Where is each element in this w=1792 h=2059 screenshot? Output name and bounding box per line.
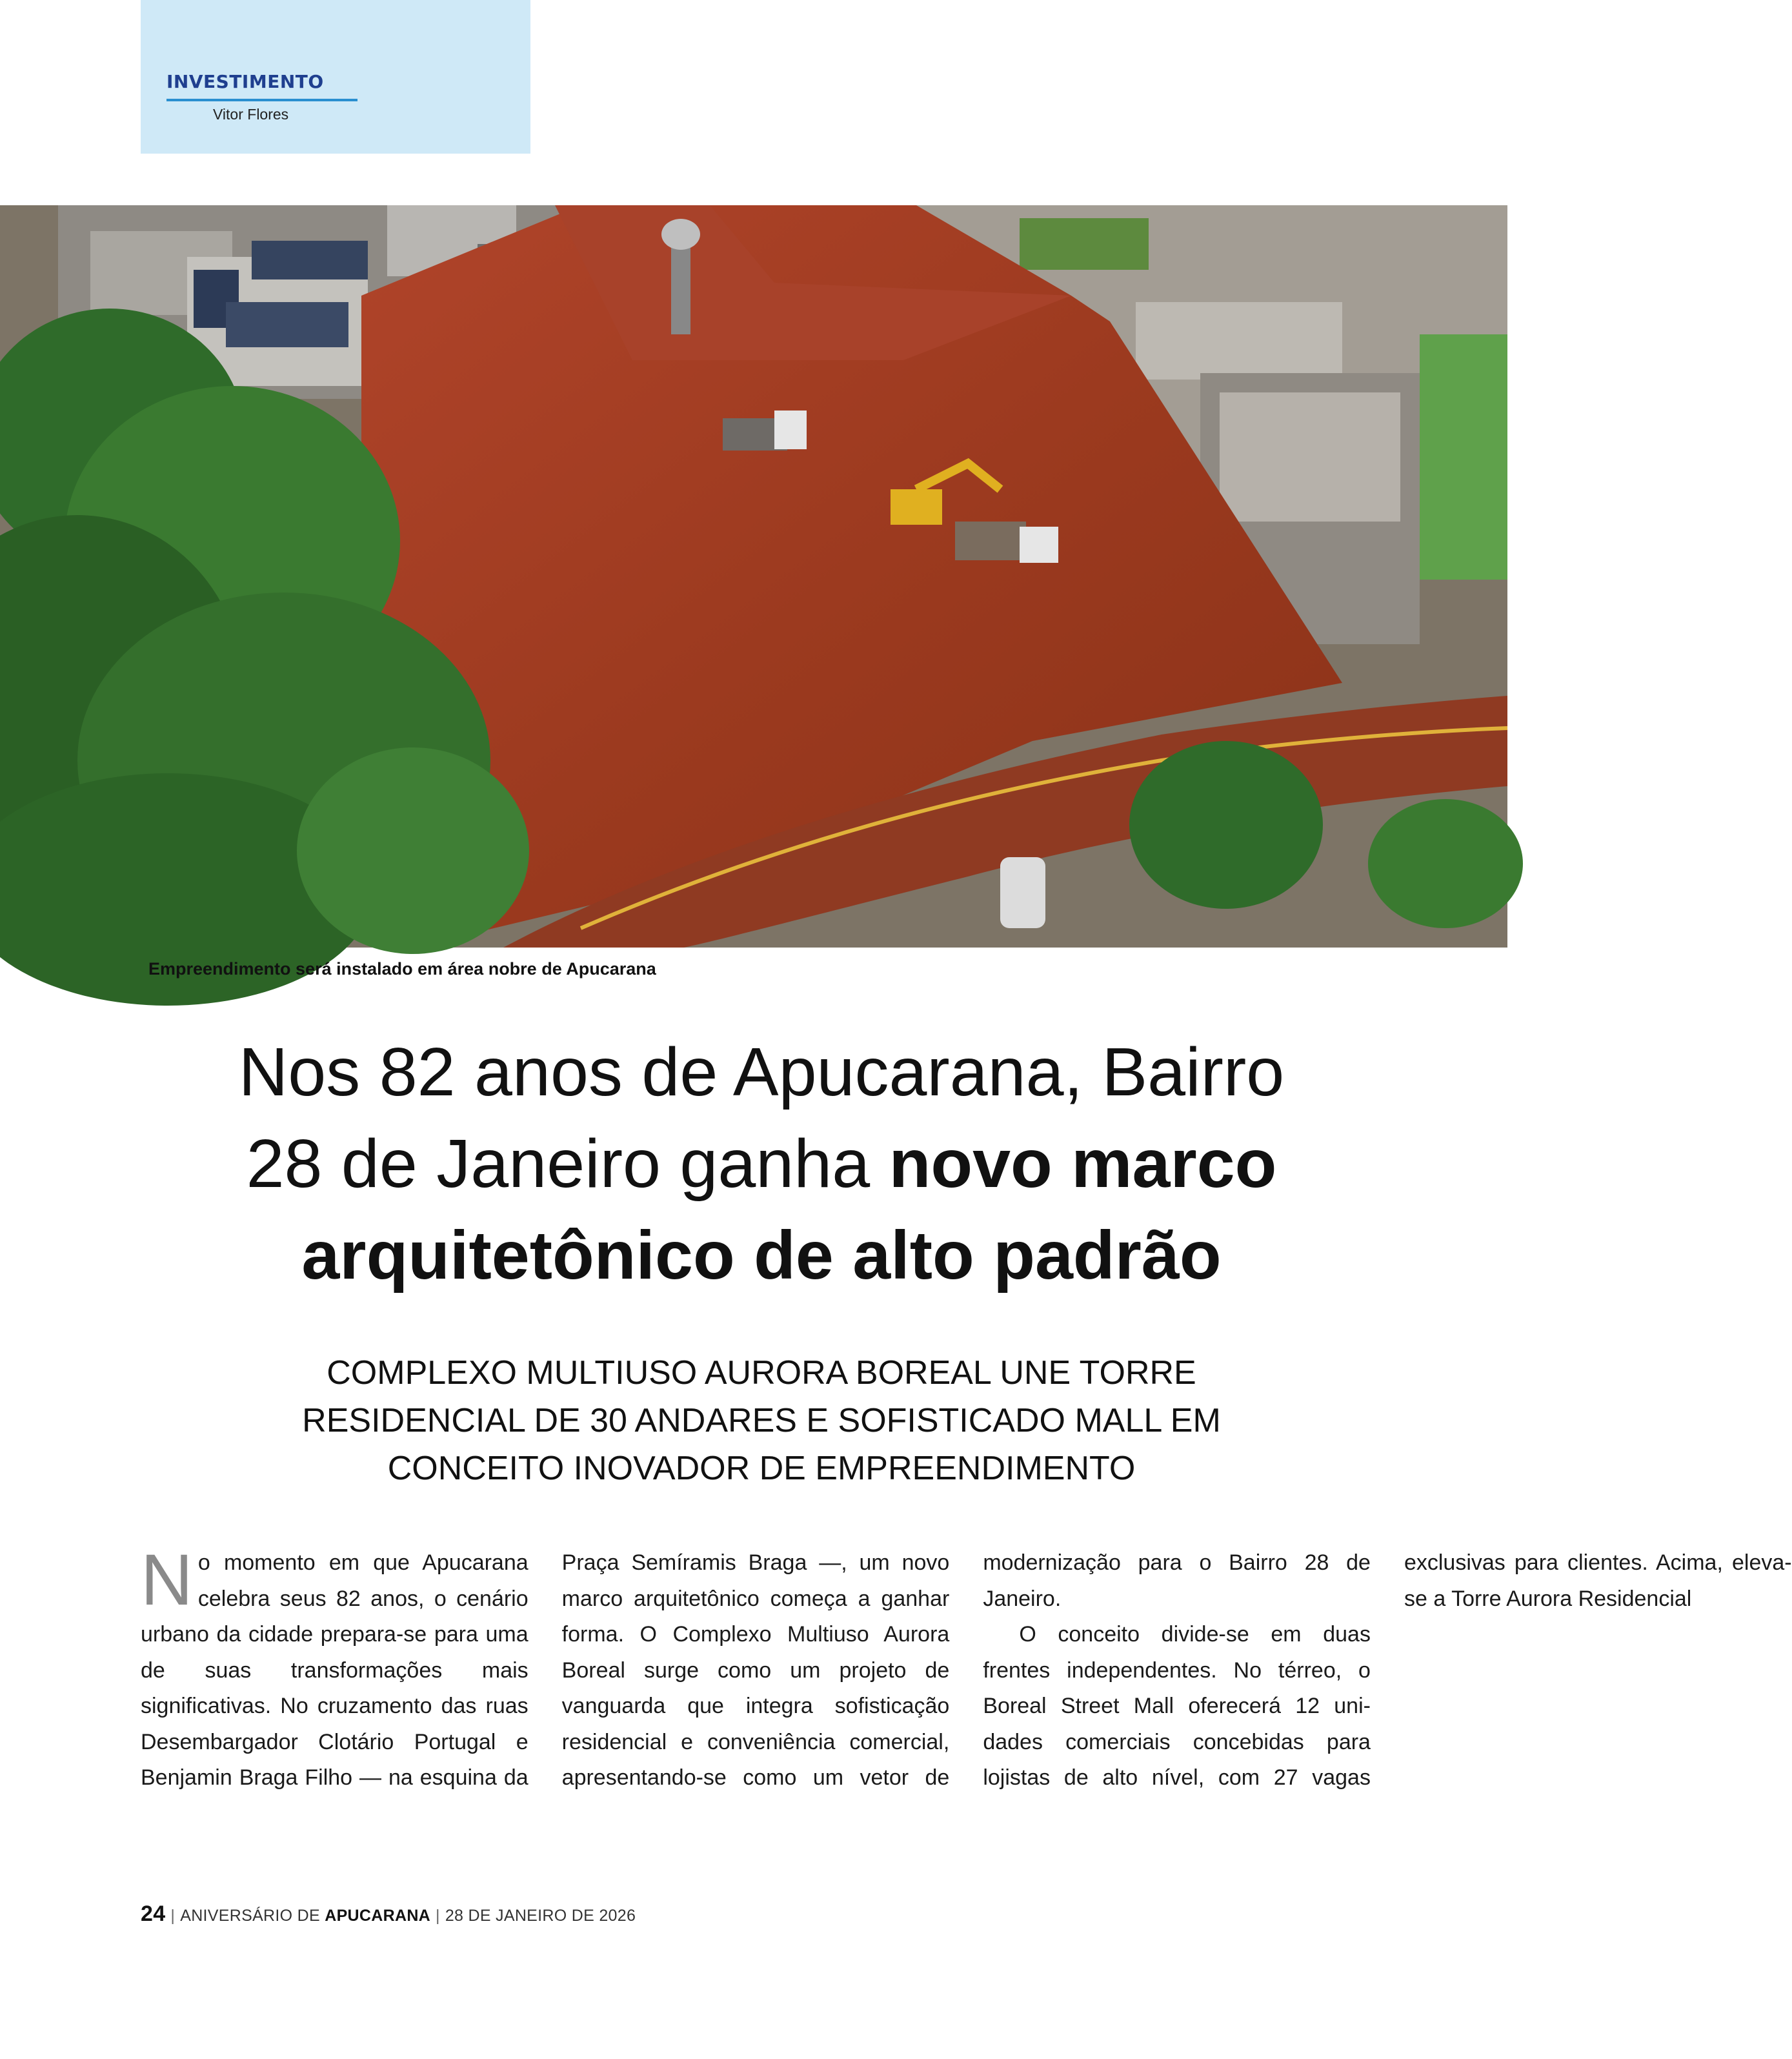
body-paragraph-1-text: o momento em que Apucarana celebra seus 82 anos, o cenário urbano da cidade prepara-se para uma de suas transformações mais significativas. No cruzamento das ruas Desembargador Clotário Portugal e Benjamin Braga Filho — na esquina da Praça Semíramis Braga —, um novo marco arquitetônico começa a ganhar forma. O Complexo Multiuso Aurora Boreal surge como um projeto de vanguarda que integra sofisticação residencial e conveniência comercial, apresentando-se como um vetor de modernização para o Bairro 28 de Janeiro. <box>141 1550 1371 1790</box>
footer-separator-2: | <box>436 1907 440 1925</box>
page-number: 24 <box>141 1902 166 1926</box>
footer-separator: | <box>170 1907 176 1925</box>
aerial-photo-illustration <box>0 205 1507 948</box>
headline-line-2-regular: 28 de Janeiro ganha <box>246 1126 889 1202</box>
article-body <box>141 1539 1792 1829</box>
section-tag-rule <box>166 99 357 101</box>
subtitle <box>168 1349 1355 1492</box>
headline-line-1: Nos 82 anos de Apucarana, Bairro <box>238 1034 1285 1110</box>
section-tag: INVESTIMENTO <box>166 71 324 92</box>
headline-line-2-bold: novo marco <box>889 1126 1277 1202</box>
drop-cap: N <box>141 1539 193 1620</box>
headline <box>116 1026 1407 1301</box>
headline-line-3-bold: arquitetônico de alto padrão <box>301 1217 1222 1293</box>
aerial-photo <box>0 205 1507 948</box>
publication-prefix: ANIVERSÁRIO DE <box>180 1907 325 1925</box>
author-name: Vitor Flores <box>213 106 289 123</box>
publication-date: 28 DE JANEIRO DE 2026 <box>445 1907 636 1925</box>
publication-city: APUCARANA <box>325 1907 431 1925</box>
subtitle-line-1: COMPLEXO MULTIUSO AURORA BOREAL UNE TORRE <box>327 1354 1196 1392</box>
page-footer <box>141 1902 636 1927</box>
body-paragraph-2: O conceito divide-se em duas frentes independentes. No térreo, o Boreal Street Mall oferecerá 12 unidades comerciais concebidas para lojistas de alto nível, com 27 vagas exclusivas para clientes. Acima, eleva-se a Torre Aurora Residencial <box>983 1550 1792 1790</box>
subtitle-line-3: CONCEITO INOVADOR DE EMPREENDIMENTO <box>387 1450 1136 1487</box>
photo-caption: Empreendimento será instalado em área nobre de Apucarana <box>148 959 656 979</box>
subtitle-line-2: RESIDENCIAL DE 30 ANDARES E SOFISTICADO MALL EM <box>302 1402 1221 1439</box>
